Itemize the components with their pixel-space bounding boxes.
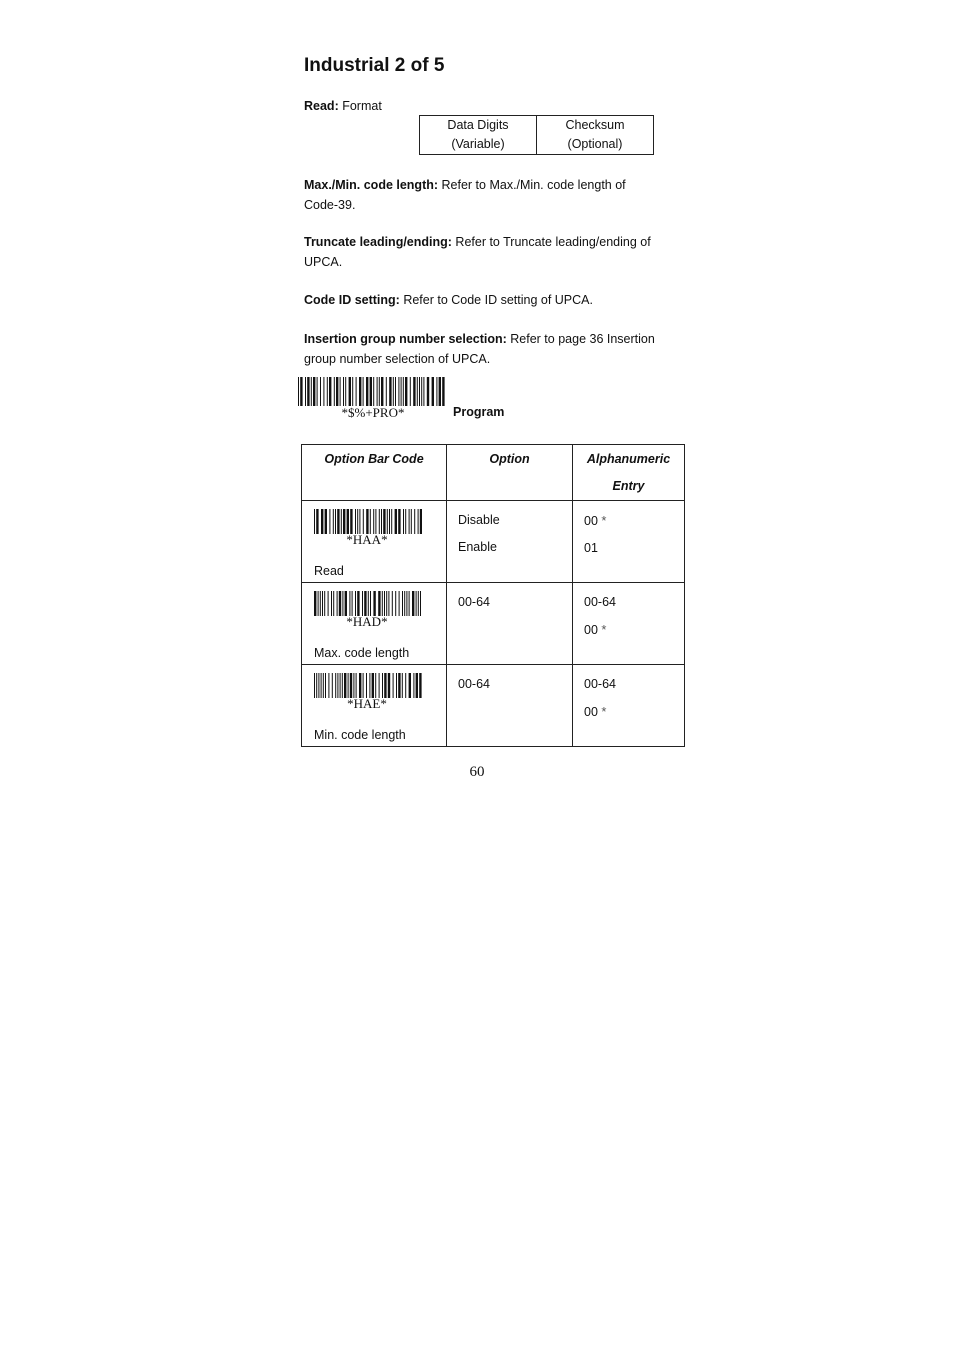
barcode-bar: [324, 591, 325, 616]
paragraph-text: Refer to page 36 Insertion group number selection of UPCA.: [304, 332, 655, 366]
barcode-bar: [328, 673, 329, 698]
barcode-bar: [350, 509, 352, 534]
barcode-bar: [357, 591, 359, 616]
barcode-bar: [413, 673, 414, 698]
barcode-bar: [403, 509, 404, 534]
table-row: [302, 583, 685, 665]
barcode-icon: [314, 509, 422, 534]
barcode-cell[interactable]: [302, 665, 447, 747]
option-value: 00-64: [458, 677, 490, 691]
barcode-bar: [389, 509, 390, 534]
entry-value: 00: [584, 705, 598, 719]
barcode-bar: [348, 673, 349, 698]
read-text: Format: [338, 99, 382, 113]
barcode-bar: [349, 377, 351, 406]
barcode-bar: [392, 591, 393, 616]
barcode-bar: [336, 377, 338, 406]
barcode-bar: [341, 509, 342, 534]
barcode-bar: [355, 509, 356, 534]
barcode-bar: [333, 591, 334, 616]
barcode-bar: [366, 673, 367, 698]
barcode-bar: [420, 591, 421, 616]
barcode-bar: [329, 509, 330, 534]
barcode-bar: [416, 673, 418, 698]
barcode-bar: [337, 591, 338, 616]
option-value: Disable: [458, 513, 500, 527]
entry-line: [584, 535, 684, 562]
barcode-bar: [402, 673, 403, 698]
barcode-bar: [379, 509, 380, 534]
barcode-bar: [337, 673, 338, 698]
barcode-bar: [409, 673, 411, 698]
option-cell: [447, 665, 573, 747]
format-cell-line: Checksum: [565, 118, 625, 132]
code-id-paragraph: [304, 291, 656, 311]
format-cell-line: Data Digits: [447, 118, 509, 132]
barcode-bar: [359, 377, 361, 406]
entry-value: 00: [584, 623, 598, 637]
barcode-bar: [332, 673, 333, 698]
barcode-bar: [359, 673, 361, 698]
barcode-bar: [342, 673, 343, 698]
barcode-bar: [382, 591, 383, 616]
barcode-bar: [325, 673, 326, 698]
header-option-bar-code: Option Bar Code: [302, 445, 447, 501]
barcode-bar: [340, 673, 341, 698]
barcode-bar: [395, 509, 397, 534]
barcode-bar: [333, 509, 334, 534]
barcode-bar: [300, 377, 302, 406]
barcode-bar: [368, 591, 369, 616]
barcode-bar: [357, 509, 358, 534]
format-cell-line: (Variable): [451, 137, 505, 151]
barcode-bar: [442, 377, 444, 406]
barcode-bar: [352, 377, 353, 406]
option-cell: [447, 583, 573, 665]
barcode-bar: [375, 509, 376, 534]
barcode-icon: [314, 591, 422, 616]
paragraph-text: Refer to Truncate leading/ending of UPCA.: [304, 235, 651, 269]
barcode-bar: [393, 377, 394, 406]
barcode-bar: [409, 509, 410, 534]
barcode-bar: [366, 377, 368, 406]
barcode-bar: [405, 377, 407, 406]
barcode-bar: [402, 591, 403, 616]
page-title: Industrial 2 of 5: [304, 55, 445, 76]
page-number: 60: [469, 764, 485, 780]
barcode-bar: [405, 509, 406, 534]
barcode-bar: [386, 591, 387, 616]
read-format-line: [304, 97, 656, 117]
barcode-bar: [356, 377, 357, 406]
barcode-text: *HAE*: [347, 696, 387, 711]
read-label: Read:: [304, 99, 339, 113]
option-table: [301, 444, 685, 747]
barcode-bar: [363, 673, 364, 698]
barcode-bar: [384, 591, 385, 616]
barcode-bar: [379, 377, 380, 406]
barcode-bar: [381, 377, 383, 406]
table-row: [302, 501, 685, 583]
barcode-bar: [412, 591, 414, 616]
barcode-bar: [409, 591, 410, 616]
default-mark: *: [601, 622, 607, 637]
barcode-bar: [395, 377, 396, 406]
barcode-bar: [347, 509, 349, 534]
barcode-bar: [406, 591, 407, 616]
option-cell: [447, 501, 573, 583]
barcode-bar: [383, 509, 385, 534]
barcode-bar: [375, 673, 376, 698]
barcode-bar: [398, 377, 399, 406]
option-value: 00-64: [458, 595, 490, 609]
barcode-bar: [391, 509, 392, 534]
barcode-bar: [325, 509, 327, 534]
barcode-bar: [322, 591, 323, 616]
barcode-bar: [370, 509, 371, 534]
barcode-bar: [316, 673, 317, 698]
barcode-bar: [317, 377, 318, 406]
max-min-paragraph: [304, 176, 656, 215]
barcode-bar: [314, 509, 315, 534]
header-line: Alphanumeric: [586, 452, 671, 466]
barcode-bar: [337, 509, 339, 534]
barcode-bar: [321, 509, 323, 534]
barcode-bar: [362, 591, 363, 616]
barcode-bar: [314, 591, 316, 616]
insertion-paragraph: [304, 330, 656, 369]
barcode-bar: [372, 673, 374, 698]
barcode-bar: [418, 509, 419, 534]
barcode-bar: [353, 673, 354, 698]
barcode-bar: [298, 377, 299, 406]
entry-cell: [573, 501, 685, 583]
barcode-bar: [378, 591, 380, 616]
barcode-cell[interactable]: [302, 583, 447, 665]
entry-line: [584, 589, 684, 616]
program-label: Program: [453, 405, 505, 419]
barcode-text: *HAA*: [346, 532, 388, 547]
barcode-bar: [339, 591, 341, 616]
barcode-bar: [363, 377, 364, 406]
barcode-bar: [388, 591, 389, 616]
barcode-bar: [323, 377, 324, 406]
barcode-bar: [421, 377, 422, 406]
barcode-bar: [316, 509, 318, 534]
barcode-bar: [318, 591, 319, 616]
barcode-bar: [418, 591, 419, 616]
barcode-bar: [384, 673, 386, 698]
barcode-bar: [352, 591, 353, 616]
header-line: Entry: [612, 479, 645, 493]
option-value: Enable: [458, 540, 497, 554]
truncate-paragraph: [304, 233, 656, 272]
format-cell-line: (Optional): [567, 137, 623, 151]
barcode-bar: [439, 377, 441, 406]
entry-cell: [573, 583, 685, 665]
barcode-bar: [379, 673, 380, 698]
barcode-bar: [401, 377, 402, 406]
barcode-bar: [335, 673, 336, 698]
paragraph-label: Truncate leading/ending:: [304, 235, 452, 249]
barcode-bar: [377, 377, 378, 406]
header-option: Option: [447, 445, 573, 501]
barcode-bar: [370, 591, 371, 616]
barcode-bar: [320, 377, 321, 406]
barcode-bar: [343, 509, 345, 534]
format-table: [419, 115, 654, 155]
entry-line: [584, 507, 684, 535]
barcode-bar: [373, 377, 374, 406]
barcode-icon: [298, 377, 448, 406]
barcode-bar: [404, 591, 405, 616]
barcode-bar: [307, 377, 309, 406]
barcode-cell[interactable]: [302, 501, 447, 583]
barcode-bar: [363, 509, 364, 534]
entry-line: [584, 698, 684, 726]
entry-cell: [573, 665, 685, 747]
barcode-bar: [318, 673, 319, 698]
barcode-bar: [323, 673, 324, 698]
entry-value: 00-64: [584, 595, 616, 609]
barcode-bar: [373, 509, 374, 534]
barcode-bar: [340, 377, 341, 406]
barcode-text: *HAD*: [346, 614, 388, 629]
barcode-bar: [417, 377, 418, 406]
barcode-label: Read: [314, 564, 344, 578]
barcode-bar: [356, 673, 357, 698]
barcode-bar: [345, 591, 347, 616]
barcode-bar: [393, 673, 394, 698]
barcode-bar: [373, 591, 375, 616]
barcode-bar: [314, 673, 315, 698]
entry-value: 00-64: [584, 677, 616, 691]
default-mark: *: [601, 513, 607, 528]
barcode-bar: [305, 377, 306, 406]
barcode-bar: [419, 377, 420, 406]
barcode-bar: [344, 673, 346, 698]
barcode-bar: [398, 509, 400, 534]
entry-line: [584, 671, 684, 698]
barcode-bar: [342, 591, 343, 616]
barcode-bar: [387, 509, 388, 534]
barcode-bar: [411, 509, 412, 534]
barcode-bar: [343, 377, 344, 406]
barcode-bar: [355, 591, 356, 616]
barcode-bar: [335, 509, 336, 534]
barcode-bar: [320, 591, 321, 616]
barcode-bar: [321, 673, 322, 698]
barcode-bar: [349, 591, 350, 616]
paragraph-label: Insertion group number selection:: [304, 332, 507, 346]
barcode-bar: [388, 673, 390, 698]
barcode-bar: [386, 377, 387, 406]
barcode-bar: [389, 377, 391, 406]
entry-value: 01: [584, 541, 598, 555]
barcode-bar: [359, 509, 360, 534]
barcode-bar: [369, 673, 370, 698]
barcode-icon: [314, 673, 422, 698]
table-row: [302, 665, 685, 747]
barcode-bar: [350, 673, 352, 698]
program-barcode[interactable]: [298, 377, 448, 421]
paragraph-label: Code ID setting:: [304, 293, 400, 307]
barcode-bar: [399, 591, 400, 616]
barcode-bar: [334, 377, 335, 406]
barcode-bar: [328, 591, 329, 616]
barcode-bar: [313, 377, 315, 406]
format-cell-checksum: [537, 116, 654, 155]
barcode-bar: [366, 509, 368, 534]
barcode-bar: [311, 377, 312, 406]
barcode-bar: [413, 377, 415, 406]
barcode-bar: [364, 591, 366, 616]
barcode-bar: [382, 673, 383, 698]
barcode-bar: [381, 509, 382, 534]
barcode-bar: [403, 377, 404, 406]
barcode-bar: [370, 377, 372, 406]
header-alphanumeric-entry: [573, 445, 685, 501]
barcode-bar: [427, 377, 429, 406]
barcode-bar: [327, 377, 328, 406]
paragraph-label: Max./Min. code length:: [304, 178, 439, 192]
table-header-row: [302, 445, 685, 501]
barcode-bar: [398, 673, 400, 698]
barcode-bar: [331, 591, 332, 616]
paragraph-text: Refer to Max./Min. code length of Code-39.: [304, 178, 626, 212]
format-cell-data-digits: [420, 116, 537, 155]
barcode-label: Min. code length: [314, 728, 406, 742]
entry-value: 00: [584, 514, 598, 528]
program-barcode-text: *$%+PRO*: [341, 405, 405, 420]
barcode-bar: [432, 377, 434, 406]
barcode-bar: [414, 509, 415, 534]
entry-line: [584, 616, 684, 644]
barcode-label: Max. code length: [314, 646, 410, 660]
barcode-bar: [416, 591, 417, 616]
barcode-bar: [410, 377, 411, 406]
default-mark: *: [601, 704, 607, 719]
barcode-bar: [436, 377, 437, 406]
barcode-bar: [423, 377, 424, 406]
barcode-bar: [419, 673, 421, 698]
barcode-bar: [420, 509, 422, 534]
barcode-bar: [345, 377, 346, 406]
barcode-bar: [405, 673, 406, 698]
barcode-bar: [396, 673, 397, 698]
barcode-bar: [395, 591, 396, 616]
paragraph-text: Refer to Code ID setting of UPCA.: [399, 293, 593, 307]
barcode-bar: [329, 377, 331, 406]
